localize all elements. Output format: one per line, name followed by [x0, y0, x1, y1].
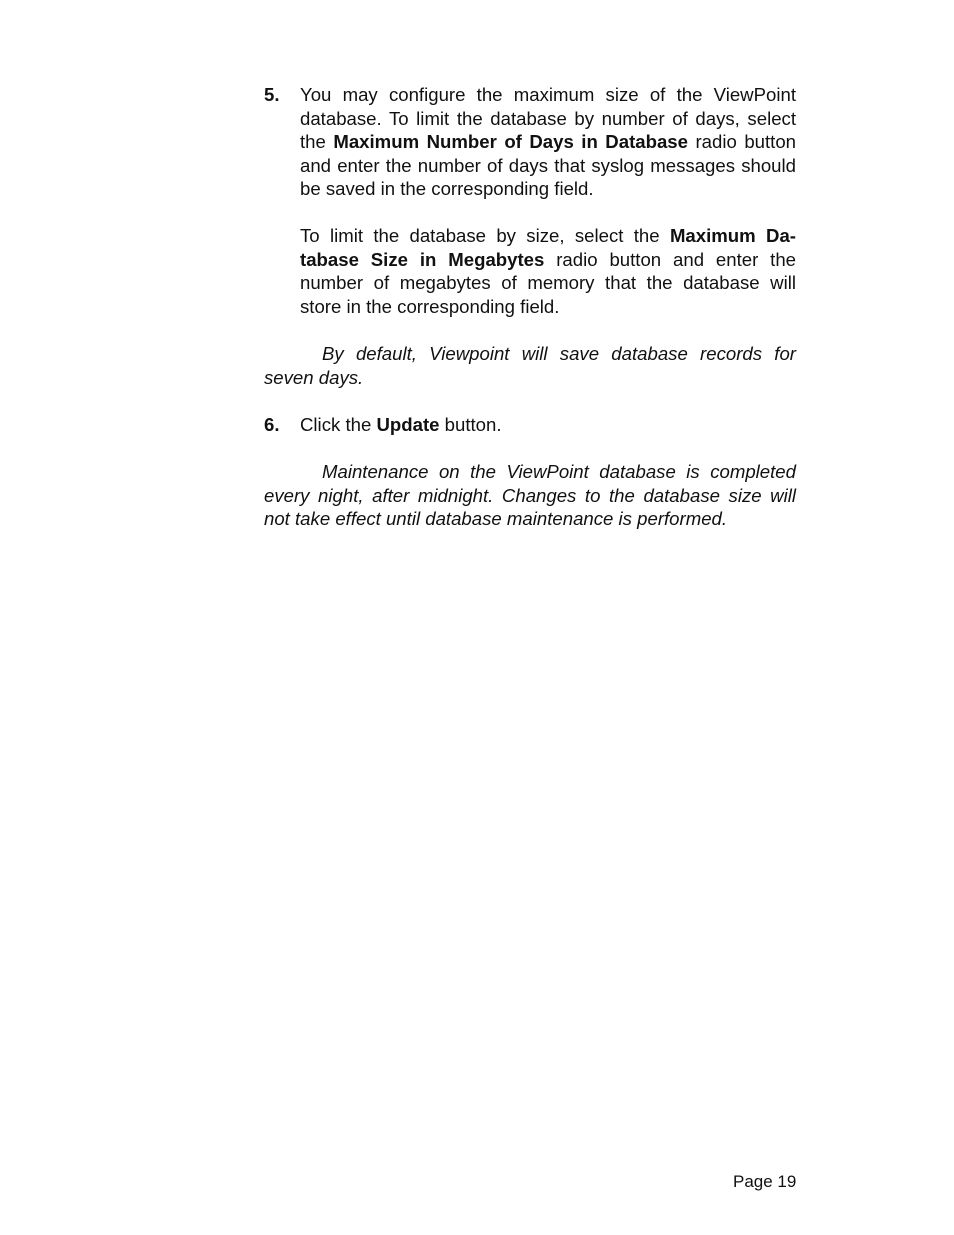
ui-option-name: Maximum Number of Days in Database: [333, 131, 688, 152]
step-body: [300, 413, 796, 437]
page-number: Page 19: [733, 1172, 797, 1191]
text: You may configure the maximum size of the ViewPoint database. To limit the database by number of days, select the: [300, 84, 796, 152]
text: radio button and enter the number of days that syslog messages should be saved in the corresponding field.: [300, 131, 797, 199]
step-number: 6.: [264, 414, 280, 435]
text: radio button and enter the number of megabytes of memory that the database will store in the corresponding field.: [300, 248, 796, 317]
text: Click the: [300, 414, 377, 435]
text: To limit the database by size, select the: [300, 225, 670, 246]
note-maintenance: Maintenance on the ViewPoint database is completed every night, after midnight. Changes to the database size will not take effect until database maintenance is performed.: [264, 461, 796, 529]
step-paragraph: [300, 83, 796, 201]
step-6: [264, 413, 796, 437]
ui-option-name: Maximum Database Size in Megabytes: [300, 225, 796, 270]
step-paragraph: [300, 224, 796, 318]
step-paragraph: [300, 413, 796, 437]
text: button.: [439, 414, 502, 435]
step-body: [300, 83, 796, 318]
step-number: 5.: [264, 84, 280, 105]
note-default-retention: By default, Viewpoint will save database records for seven days.: [264, 343, 796, 388]
ui-button-name: Update: [376, 414, 440, 435]
step-5: [264, 83, 796, 318]
